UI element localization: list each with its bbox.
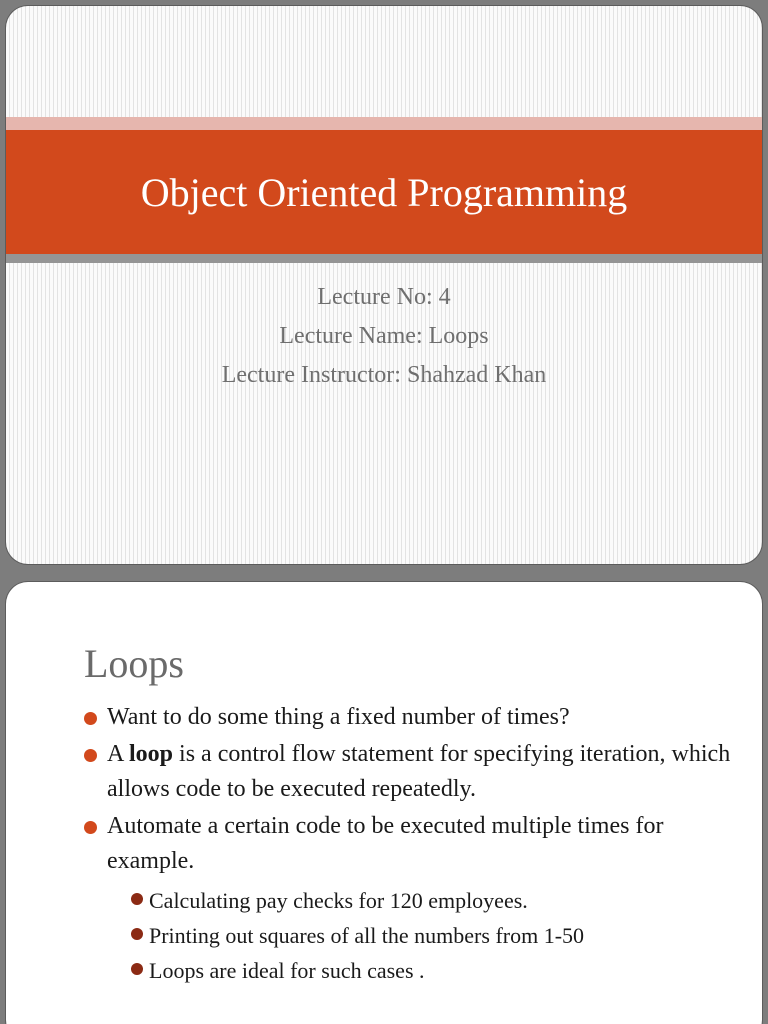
lecture-number: Lecture No: 4 bbox=[317, 284, 451, 310]
bullet-dot-icon bbox=[84, 749, 97, 762]
bullet-bold-term: loop bbox=[129, 741, 174, 767]
title-band bbox=[6, 130, 762, 254]
sub-bullet-dot-icon bbox=[131, 963, 143, 975]
bullet-prefix: A bbox=[107, 741, 130, 767]
content-slide bbox=[6, 582, 762, 1024]
bullet-text: Want to do some thing a fixed number of times? bbox=[107, 704, 570, 730]
slide-heading: Loops bbox=[84, 641, 184, 686]
bullet-dot-icon bbox=[84, 712, 97, 725]
lecture-name: Lecture Name: Loops bbox=[279, 323, 489, 349]
sub-bullet-item bbox=[131, 918, 744, 953]
lecture-instructor: Lecture Instructor: Shahzad Khan bbox=[221, 362, 547, 388]
bullet-dot-icon bbox=[84, 821, 97, 834]
sub-bullet-text: Printing out squares of all the numbers from 1-50 bbox=[149, 923, 585, 948]
slide-title: Object Oriented Programming bbox=[140, 169, 628, 215]
sub-bullet-text: Loops are ideal for such cases . bbox=[149, 958, 425, 983]
title-slide bbox=[6, 6, 762, 564]
title-band-bottom-stripe bbox=[6, 254, 762, 263]
bullet-item bbox=[84, 809, 744, 988]
bullet-item bbox=[84, 737, 744, 807]
sub-bullet-text: Calculating pay checks for 120 employees. bbox=[149, 888, 528, 913]
sub-bullet-dot-icon bbox=[131, 928, 143, 940]
lecture-info bbox=[6, 278, 762, 395]
sub-bullet-item bbox=[131, 953, 744, 988]
bullet-item bbox=[84, 700, 744, 735]
sub-bullet-dot-icon bbox=[131, 893, 143, 905]
sub-bullet-item bbox=[131, 883, 744, 918]
sub-bullet-list bbox=[131, 883, 744, 988]
bullet-text: Automate a certain code to be executed multiple times for example. bbox=[107, 813, 664, 874]
bullet-suffix: is a control flow statement for specifying iteration, which allows code to be executed repeatedly. bbox=[107, 741, 731, 802]
title-band-top-stripe bbox=[6, 117, 762, 130]
bullet-list bbox=[84, 700, 744, 990]
